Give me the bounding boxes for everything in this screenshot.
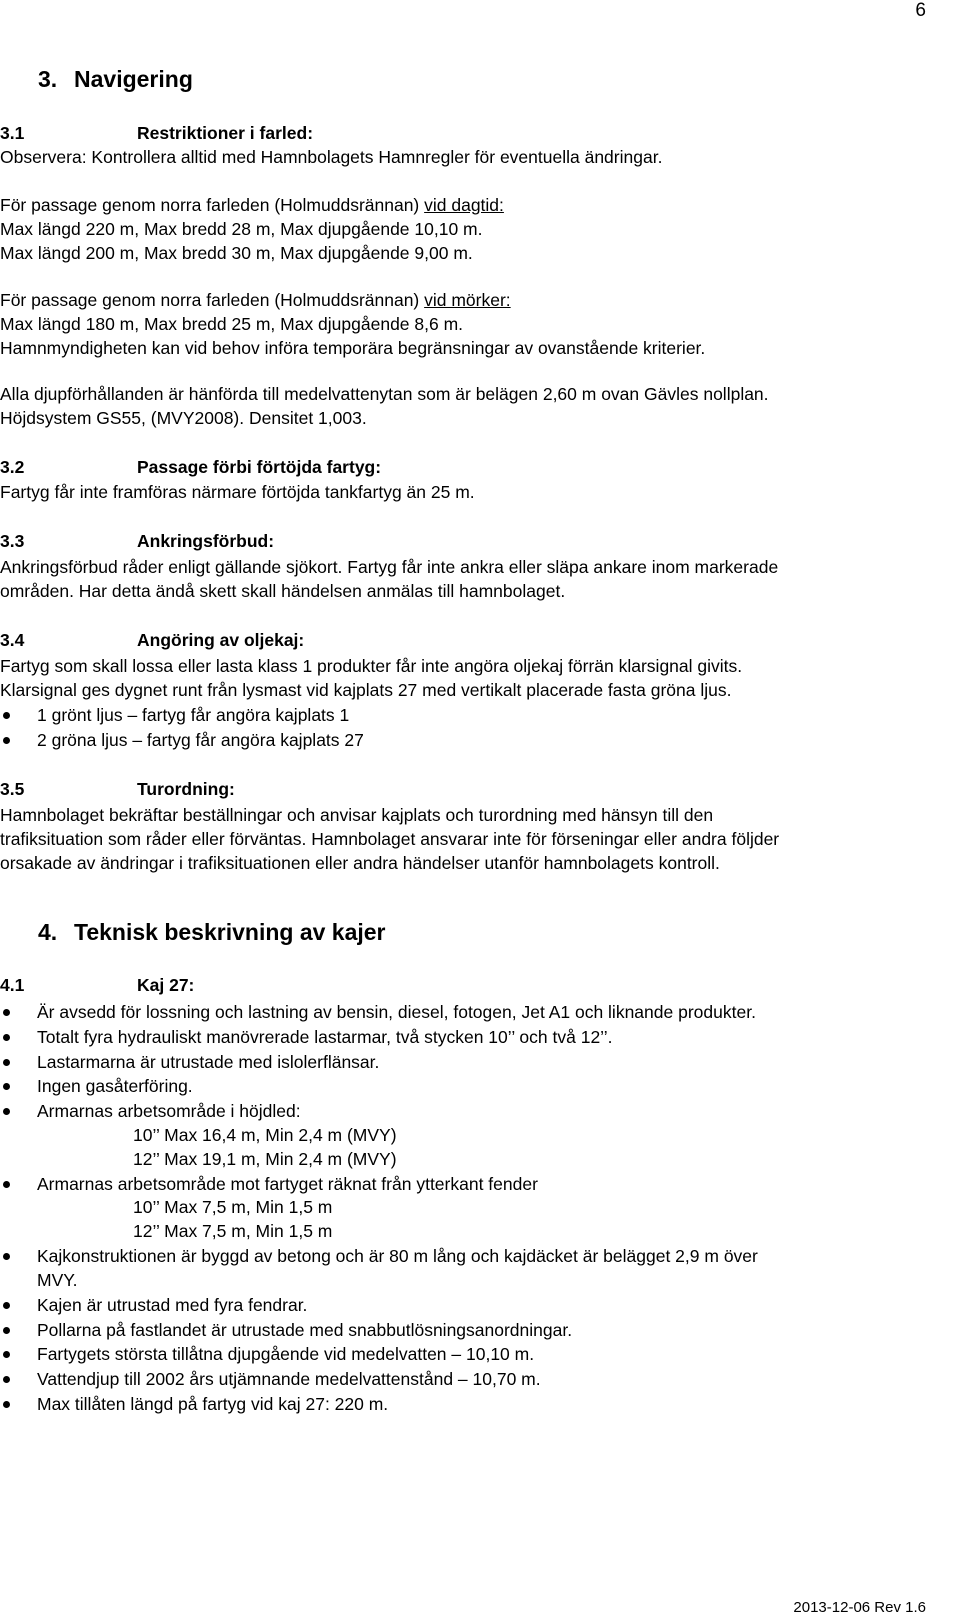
heading-title: Navigering bbox=[74, 66, 193, 92]
bullet-icon bbox=[3, 1376, 10, 1383]
bullet-icon bbox=[3, 1009, 10, 1016]
subsection-number: 3.5 bbox=[0, 779, 25, 799]
list-item-text: Totalt fyra hydrauliskt manövrerade lastarmar, två stycken 10’’ och två 12’’. bbox=[37, 1027, 613, 1047]
page-number: 6 bbox=[915, 0, 926, 21]
anchoring-line-1: Ankringsförbud råder enligt gällande sjökort. Fartyg får inte ankra eller släpa ankare inom markerade bbox=[0, 557, 779, 577]
order-line-2: trafiksituation som råder eller förväntas. Hamnbolaget ansvarar inte för förseningar eller andra följder bbox=[0, 829, 780, 849]
subsection-3-1-heading bbox=[0, 123, 313, 144]
subsection-title: Ankringsförbud: bbox=[137, 531, 275, 551]
list-item-text: Armarnas arbetsområde mot fartyget räknat från ytterkant fender bbox=[37, 1174, 538, 1194]
subsection-3-3-heading bbox=[0, 531, 274, 552]
list-item-text: Armarnas arbetsområde i höjdled: bbox=[37, 1101, 301, 1121]
bullet-icon bbox=[3, 1083, 10, 1090]
sub-item-text: 10’’ Max 7,5 m, Min 1,5 m bbox=[133, 1197, 333, 1217]
heading-title: Teknisk beskrivning av kajer bbox=[74, 919, 386, 945]
sub-item-text: 12’’ Max 7,5 m, Min 1,5 m bbox=[133, 1221, 333, 1241]
list-item-text: Kajen är utrustad med fyra fendrar. bbox=[37, 1295, 308, 1315]
list-item-text: Kajkonstruktionen är byggd av betong och är 80 m lång och kajdäcket är belägget 2,9 m över bbox=[37, 1246, 758, 1266]
sub-item-text: 10’’ Max 16,4 m, Min 2,4 m (MVY) bbox=[133, 1125, 397, 1145]
heading-number: 4. bbox=[38, 919, 58, 945]
bullet-icon bbox=[3, 1302, 10, 1309]
passage-text: Fartyg får inte framföras närmare förtöjda tankfartyg än 25 m. bbox=[0, 482, 475, 502]
section-4-heading bbox=[38, 919, 386, 946]
heading-number: 3. bbox=[38, 66, 58, 92]
list-item bbox=[0, 1050, 960, 1074]
dark-limit-line-2: Hamnmyndigheten kan vid behov införa temporära begränsningar av ovanstående kriterier. bbox=[0, 338, 706, 358]
list-item bbox=[0, 1172, 960, 1196]
observe-text: Observera: Kontrollera alltid med Hamnbolagets Hamnregler för eventuella ändringar. bbox=[0, 147, 663, 167]
subsection-number: 3.2 bbox=[0, 457, 25, 477]
sub-item-text: 12’’ Max 19,1 m, Min 2,4 m (MVY) bbox=[133, 1149, 397, 1169]
bullet-icon bbox=[3, 1034, 10, 1041]
subsection-4-1-heading bbox=[0, 975, 194, 996]
dark-underlined-text: vid mörker: bbox=[424, 290, 511, 310]
berthing-line-1: Fartyg som skall lossa eller lasta klass 1 produkter får inte angöra oljekaj förrän klarsignal givits. bbox=[0, 656, 743, 676]
bullet-icon bbox=[3, 1401, 10, 1408]
bullet-icon bbox=[3, 1327, 10, 1334]
list-item bbox=[0, 1074, 960, 1098]
subsection-title: Kaj 27: bbox=[137, 975, 195, 995]
bullet-icon bbox=[3, 1059, 10, 1066]
bullet-icon bbox=[3, 1253, 10, 1260]
day-passage-intro bbox=[0, 193, 504, 217]
list-item-text: Är avsedd för lossning och lastning av bensin, diesel, fotogen, Jet A1 och liknande produkter. bbox=[37, 1002, 756, 1022]
subsection-number: 3.1 bbox=[0, 123, 25, 143]
subsection-title: Restriktioner i farled: bbox=[137, 123, 314, 143]
subsection-number: 3.3 bbox=[0, 531, 25, 551]
anchoring-line-2: områden. Har detta ändå skett skall händelsen anmälas till hamnbolaget. bbox=[0, 581, 566, 601]
bullet-icon bbox=[3, 1181, 10, 1188]
bullet-icon bbox=[3, 1108, 10, 1115]
subsection-number: 3.4 bbox=[0, 630, 25, 650]
day-limit-line-2: Max längd 200 m, Max bredd 30 m, Max djupgående 9,00 m. bbox=[0, 243, 473, 263]
list-item-text: 1 grönt ljus – fartyg får angöra kajplats 1 bbox=[37, 705, 350, 725]
list-item-text: Lastarmarna är utrustade med islolerflänsar. bbox=[37, 1052, 380, 1072]
list-item bbox=[0, 1392, 960, 1416]
bullet-icon bbox=[3, 712, 10, 719]
list-item bbox=[0, 703, 960, 727]
list-item-text: 2 gröna ljus – fartyg får angöra kajplats 27 bbox=[37, 730, 364, 750]
list-item bbox=[0, 1099, 960, 1123]
day-underlined-text: vid dagtid: bbox=[424, 195, 504, 215]
subsection-3-5-heading bbox=[0, 779, 235, 800]
list-item bbox=[0, 1000, 960, 1024]
list-item bbox=[0, 1342, 960, 1366]
section-3-heading bbox=[38, 66, 193, 93]
berthing-line-2: Klarsignal ges dygnet runt från lysmast vid kajplats 27 med vertikalt placerade fasta gröna ljus. bbox=[0, 680, 732, 700]
depth-line-2: Höjdsystem GS55, (MVY2008). Densitet 1,003. bbox=[0, 408, 367, 428]
dark-limit-line-1: Max längd 180 m, Max bredd 25 m, Max djupgående 8,6 m. bbox=[0, 314, 464, 334]
list-item-text: Pollarna på fastlandet är utrustade med snabbutlösningsanordningar. bbox=[37, 1320, 573, 1340]
day-limit-line-1: Max längd 220 m, Max bredd 28 m, Max djupgående 10,10 m. bbox=[0, 219, 483, 239]
order-line-1: Hamnbolaget bekräftar beställningar och anvisar kajplats och turordning med hänsyn till den bbox=[0, 805, 714, 825]
day-intro-text: För passage genom norra farleden (Holmuddsrännan) bbox=[0, 195, 425, 215]
bullet-icon bbox=[3, 737, 10, 744]
subsection-3-2-heading bbox=[0, 457, 381, 478]
list-item bbox=[0, 728, 960, 752]
list-item-text: Vattendjup till 2002 års utjämnande medelvattenstånd – 10,70 m. bbox=[37, 1369, 541, 1389]
dark-intro-text: För passage genom norra farleden (Holmuddsrännan) bbox=[0, 290, 425, 310]
subsection-3-4-heading bbox=[0, 630, 304, 651]
list-item-text: Ingen gasåterföring. bbox=[37, 1076, 193, 1096]
subsection-title: Angöring av oljekaj: bbox=[137, 630, 305, 650]
subsection-title: Passage förbi förtöjda fartyg: bbox=[137, 457, 382, 477]
order-line-3: orsakade av ändringar i trafiksituationen eller andra händelser utanför hamnbolagets kontroll. bbox=[0, 853, 720, 873]
list-item bbox=[0, 1367, 960, 1391]
list-item-continuation: MVY. bbox=[37, 1270, 78, 1290]
bullet-icon bbox=[3, 1351, 10, 1358]
subsection-number: 4.1 bbox=[0, 975, 25, 995]
subsection-title: Turordning: bbox=[137, 779, 235, 799]
footer-date-revision: 2013-12-06 Rev 1.6 bbox=[793, 1599, 926, 1616]
list-item bbox=[0, 1293, 960, 1317]
list-item bbox=[0, 1318, 960, 1342]
list-item-text: Fartygets största tillåtna djupgående vid medelvatten – 10,10 m. bbox=[37, 1344, 535, 1364]
dark-passage-intro bbox=[0, 288, 511, 312]
list-item-text: Max tillåten längd på fartyg vid kaj 27: 220 m. bbox=[37, 1394, 389, 1414]
depth-line-1: Alla djupförhållanden är hänförda till medelvattenytan som är belägen 2,60 m ovan Gävles nollplan. bbox=[0, 384, 769, 404]
list-item bbox=[0, 1025, 960, 1049]
list-item bbox=[0, 1244, 960, 1268]
